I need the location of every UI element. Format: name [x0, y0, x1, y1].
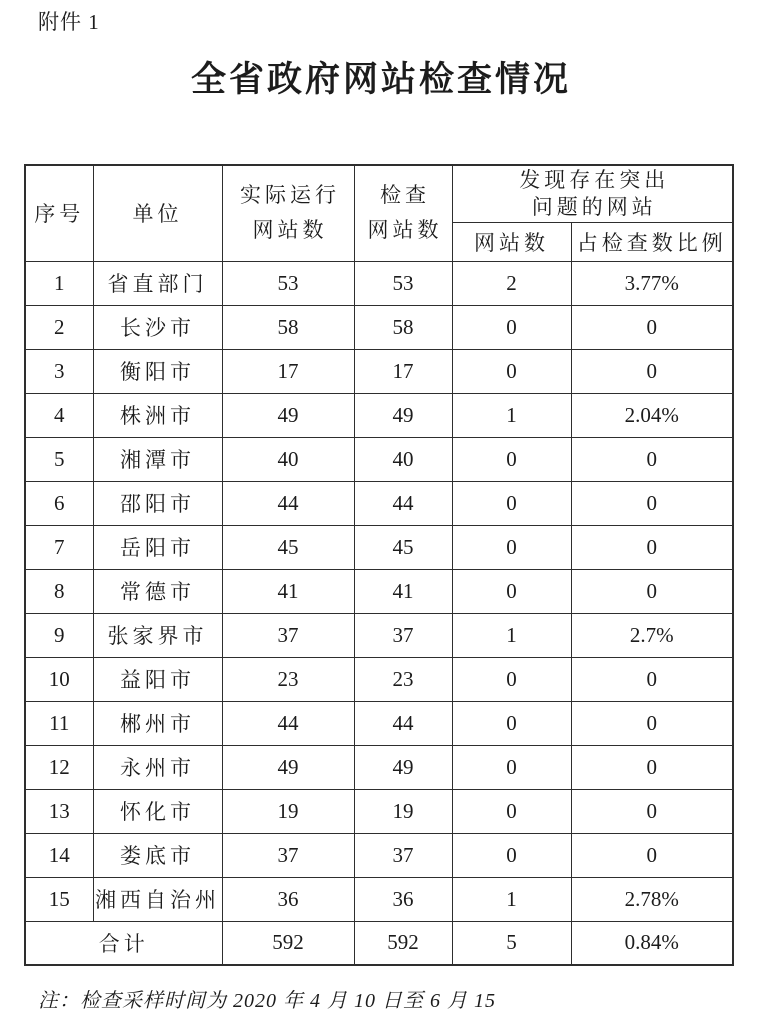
cell-ratio: 0 — [571, 657, 733, 701]
cell-problem: 0 — [452, 481, 571, 525]
cell-no: 13 — [25, 789, 93, 833]
table-row — [25, 613, 733, 657]
cell-no: 14 — [25, 833, 93, 877]
header-checked-line2: 网站数 — [367, 218, 443, 243]
table-row — [25, 481, 733, 525]
header-checked-line1: 检查 — [380, 183, 430, 208]
cell-ratio: 0 — [571, 833, 733, 877]
cell-checked: 23 — [354, 657, 452, 701]
cell-no: 10 — [25, 657, 93, 701]
cell-problem: 0 — [452, 789, 571, 833]
cell-unit: 湘潭市 — [93, 437, 222, 481]
cell-actual: 44 — [222, 481, 354, 525]
cell-unit: 邵阳市 — [93, 481, 222, 525]
cell-problem: 0 — [452, 437, 571, 481]
inspection-table — [24, 164, 734, 966]
cell-checked: 41 — [354, 569, 452, 613]
cell-problem: 0 — [452, 833, 571, 877]
cell-checked: 37 — [354, 613, 452, 657]
cell-checked: 36 — [354, 877, 452, 921]
cell-problem: 0 — [452, 349, 571, 393]
cell-problem: 1 — [452, 393, 571, 437]
cell-actual: 36 — [222, 877, 354, 921]
cell-unit: 益阳市 — [93, 657, 222, 701]
cell-ratio: 0 — [571, 789, 733, 833]
cell-problem: 0 — [452, 657, 571, 701]
cell-no: 3 — [25, 349, 93, 393]
cell-no: 9 — [25, 613, 93, 657]
cell-actual: 49 — [222, 393, 354, 437]
cell-problem: 2 — [452, 261, 571, 305]
cell-problem: 1 — [452, 877, 571, 921]
cell-ratio: 0 — [571, 745, 733, 789]
cell-checked: 45 — [354, 525, 452, 569]
header-actual-line2: 网站数 — [252, 218, 328, 243]
cell-ratio: 2.04% — [571, 393, 733, 437]
table-row — [25, 305, 733, 349]
cell-unit: 永州市 — [93, 745, 222, 789]
footnote: 注：检查采样时间为 2020 年 4 月 10 日至 6 月 15 — [38, 990, 496, 1012]
table-row — [25, 569, 733, 613]
cell-actual: 53 — [222, 261, 354, 305]
header-actual-line1: 实际运行 — [240, 183, 340, 208]
table-row — [25, 261, 733, 305]
cell-no: 4 — [25, 393, 93, 437]
cell-actual: 19 — [222, 789, 354, 833]
table-row — [25, 833, 733, 877]
cell-ratio: 0 — [571, 701, 733, 745]
cell-checked: 19 — [354, 789, 452, 833]
cell-actual: 41 — [222, 569, 354, 613]
header-cell-problem-sites: 网站数 — [452, 222, 571, 261]
cell-problem: 0 — [452, 305, 571, 349]
cell-no: 6 — [25, 481, 93, 525]
table-row — [25, 745, 733, 789]
header-cell-actual — [222, 165, 354, 261]
cell-problem: 0 — [452, 525, 571, 569]
cell-checked: 53 — [354, 261, 452, 305]
cell-unit: 岳阳市 — [93, 525, 222, 569]
header-cell-unit: 单位 — [93, 165, 222, 261]
cell-unit: 郴州市 — [93, 701, 222, 745]
attachment-label: 附件 1 — [38, 10, 100, 34]
header-row-top — [25, 165, 733, 222]
cell-checked: 37 — [354, 833, 452, 877]
page-title: 全省政府网站检查情况 — [190, 60, 571, 99]
cell-no: 8 — [25, 569, 93, 613]
table-row — [25, 393, 733, 437]
cell-ratio: 0 — [571, 349, 733, 393]
cell-unit: 株洲市 — [93, 393, 222, 437]
total-ratio: 0.84% — [571, 921, 733, 965]
cell-no: 1 — [25, 261, 93, 305]
cell-actual: 23 — [222, 657, 354, 701]
cell-ratio: 0 — [571, 525, 733, 569]
cell-ratio: 3.77% — [571, 261, 733, 305]
table-row — [25, 657, 733, 701]
header-cell-seq: 序号 — [25, 165, 93, 261]
cell-actual: 49 — [222, 745, 354, 789]
header-cell-problem-ratio: 占检查数比例 — [571, 222, 733, 261]
cell-checked: 49 — [354, 745, 452, 789]
total-row — [25, 921, 733, 965]
cell-problem: 0 — [452, 745, 571, 789]
table-row — [25, 789, 733, 833]
cell-ratio: 0 — [571, 437, 733, 481]
cell-problem: 0 — [452, 569, 571, 613]
total-checked: 592 — [354, 921, 452, 965]
cell-no: 5 — [25, 437, 93, 481]
cell-actual: 40 — [222, 437, 354, 481]
cell-problem: 0 — [452, 701, 571, 745]
total-actual: 592 — [222, 921, 354, 965]
cell-actual: 37 — [222, 613, 354, 657]
cell-ratio: 0 — [571, 481, 733, 525]
cell-actual: 37 — [222, 833, 354, 877]
cell-no: 11 — [25, 701, 93, 745]
cell-no: 7 — [25, 525, 93, 569]
cell-unit: 湘西自治州 — [93, 877, 222, 921]
header-problem-line1: 发现存在突出 — [519, 167, 670, 192]
cell-ratio: 2.78% — [571, 877, 733, 921]
header-cell-checked — [354, 165, 452, 261]
cell-unit: 省直部门 — [93, 261, 222, 305]
cell-actual: 17 — [222, 349, 354, 393]
cell-unit: 长沙市 — [93, 305, 222, 349]
cell-unit: 衡阳市 — [93, 349, 222, 393]
cell-ratio: 2.7% — [571, 613, 733, 657]
header-cell-problem-group — [452, 165, 733, 222]
cell-unit: 张家界市 — [93, 613, 222, 657]
cell-checked: 58 — [354, 305, 452, 349]
cell-checked: 44 — [354, 701, 452, 745]
cell-checked: 17 — [354, 349, 452, 393]
cell-ratio: 0 — [571, 305, 733, 349]
cell-checked: 44 — [354, 481, 452, 525]
total-problem: 5 — [452, 921, 571, 965]
cell-actual: 44 — [222, 701, 354, 745]
table-row — [25, 877, 733, 921]
cell-actual: 58 — [222, 305, 354, 349]
table-row — [25, 349, 733, 393]
table-row — [25, 525, 733, 569]
cell-ratio: 0 — [571, 569, 733, 613]
cell-no: 12 — [25, 745, 93, 789]
header-problem-line2: 问题的网站 — [531, 194, 657, 219]
total-label: 合计 — [25, 921, 222, 965]
cell-unit: 怀化市 — [93, 789, 222, 833]
table-row — [25, 701, 733, 745]
cell-checked: 40 — [354, 437, 452, 481]
cell-checked: 49 — [354, 393, 452, 437]
cell-no: 15 — [25, 877, 93, 921]
cell-problem: 1 — [452, 613, 571, 657]
cell-no: 2 — [25, 305, 93, 349]
cell-unit: 娄底市 — [93, 833, 222, 877]
cell-unit: 常德市 — [93, 569, 222, 613]
table-row — [25, 437, 733, 481]
cell-actual: 45 — [222, 525, 354, 569]
